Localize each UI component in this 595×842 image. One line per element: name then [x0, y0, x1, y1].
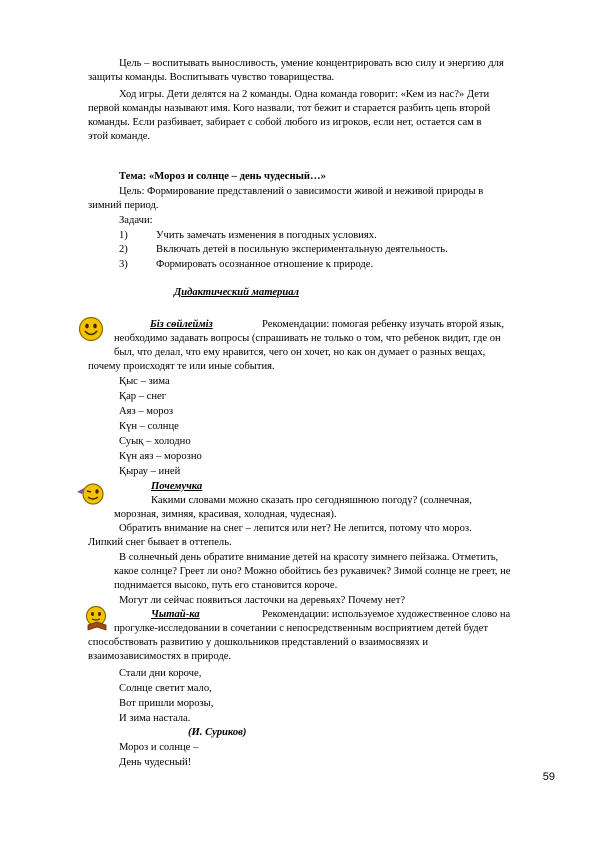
section3-text-line: взаимозависимостях в природе. [88, 651, 232, 662]
section-title-pochemuchka: Почемучка [151, 481, 203, 492]
section3-text-line: Рекомендации: используемое художественное слово на [262, 609, 511, 620]
game-paragraph-line: команды. Если разбивает, забирает с собой любого из игроков, если нет, остается сам в [88, 117, 482, 128]
section1-text-line: был, что делал, что ему нравится, чего он хочет, но как он думает о разных вещах, [114, 347, 486, 358]
section2-text-line: Обратить внимание на снег – лепится или нет? Не лепится, потому что мороз. [119, 523, 472, 534]
task-item: Учить замечать изменения в погодных условиях. [156, 230, 377, 241]
task-item: Включать детей в посильную экспериментальную деятельность. [156, 244, 448, 255]
page-number: 59 [542, 771, 555, 783]
task-number: 1) [119, 230, 128, 241]
closing-line: Мороз и солнце – [119, 742, 199, 753]
section3-text-line: способствовать развитию у дошкольников представлений о взаимосвязях и [88, 637, 429, 648]
poem-line: Солнце светит мало, [119, 683, 212, 694]
vocab-item: Суық – холодно [119, 436, 191, 447]
theme-title: Тема: «Мороз и солнце – день чудесный…» [119, 171, 326, 182]
game-paragraph-line: этой команде. [88, 131, 151, 142]
vocab-item: Қар – снег [119, 391, 167, 402]
vocab-item: Күн – солнце [119, 421, 179, 432]
section2-text-line: Какими словами можно сказать про сегодняшнюю погоду? (солнечная, [151, 495, 472, 506]
vocab-item: Аяз – мороз [119, 406, 174, 417]
section1-text-line: почему происходят те или иные события. [88, 361, 275, 372]
poem-line: Вот пришли морозы, [119, 698, 214, 709]
closing-line: День чудесный! [119, 757, 192, 768]
section2-text-line: поднимается высоко, путь его становится короче. [114, 580, 338, 591]
task-number: 2) [119, 244, 128, 255]
vocab-item: Күн аяз – морозно [119, 451, 202, 462]
section-title-chytai-ka: Чытай-ка [151, 609, 200, 620]
goal-paragraph-line: защиты команды. Воспитывать чувство товарищества. [88, 72, 335, 83]
section3-text-line: прогулке-исследовании в сочетании с непосредственным восприятием детей будет [114, 623, 489, 634]
section2-text-line: Могут ли сейчас появиться ласточки на деревьях? Почему нет? [119, 595, 406, 606]
winking-smiley-icon [76, 482, 106, 511]
goal-paragraph-line: Цель – воспитывать выносливость, умение концентрировать всю силу и энергию для [119, 58, 504, 69]
section2-text-line: Липкий снег бывает в оттепель. [88, 537, 232, 548]
game-paragraph-line: Ход игры. Дети делятся на 2 команды. Одна команда говорит: «Кем из нас?» Дети [119, 89, 490, 100]
theme-goal-line: Цель: Формирование представлений о зависимости живой и неживой природы в [119, 186, 484, 197]
task-item: Формировать осознанное отношение к природе. [156, 259, 374, 270]
poem-author: (И. Суриков) [188, 727, 247, 738]
section-title-biz-soileimiz: Біз сөйлейміз [150, 319, 213, 330]
task-number: 3) [119, 259, 128, 270]
smiley-face-icon [78, 316, 104, 347]
poem-line: Стали дни короче, [119, 668, 202, 679]
section1-text-line: Рекомендации: помогая ребенку изучать второй язык, [262, 319, 505, 330]
game-paragraph-line: первой команды называют имя. Кого назвали, тот бежит и старается разбить цепь второй [88, 103, 491, 114]
section1-text-line: необходимо задавать вопросы (спрашивать не только о том, что ребенок видит, где он [114, 333, 501, 344]
section2-text-line: какое солнце? Греет ли оно? Можно обойтись без рукавичек? Зимой солнце не греет, не [114, 566, 511, 577]
section2-text-line: морозная, зимняя, красивая, холодная, чудесная). [114, 509, 337, 520]
didactic-heading: Дидактический материал [174, 287, 299, 298]
reading-smiley-icon [82, 605, 112, 636]
theme-goal-line: зимний период. [88, 200, 159, 211]
vocab-item: Қыс – зима [119, 376, 170, 387]
poem-line: И зима настала. [119, 713, 191, 724]
tasks-label: Задачи: [119, 215, 153, 226]
vocab-item: Қырау – иней [119, 466, 181, 477]
section2-text-line: В солнечный день обратите внимание детей на красоту зимнего пейзажа. Отметить, [119, 552, 499, 563]
